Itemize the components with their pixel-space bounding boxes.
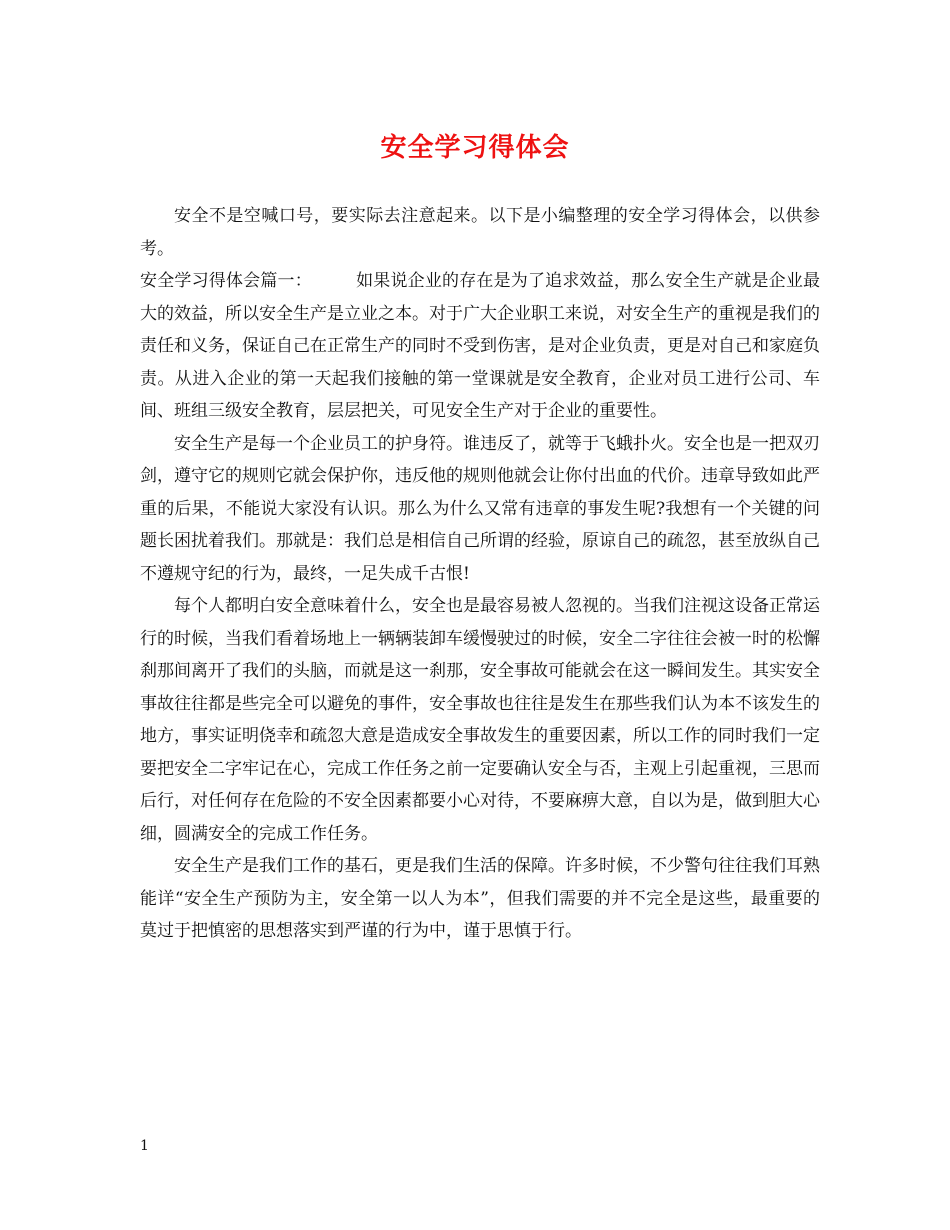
paragraph-4: 安全生产是我们工作的基石，更是我们生活的保障。许多时候，不少警句往往我们耳熟能详“安全生产预防为主，安全第一以人为本”，但我们需要的并不完全是这些，最重要的莫过于把慎密的思想落实到严谨的行为中，谨于思慎于行。 — [140, 856, 820, 941]
page-number: 1 — [140, 1138, 149, 1154]
paragraph-1-text: 如果说企业的存在是为了追求效益，那么安全生产就是企业最大的效益，所以安全生产是立业之本。对于广大企业职工来说，对安全生产的重视是我们的责任和义务，保证自己在正常生产的同时不受到伤害，是对企业负责，更是对自己和家庭负责。从进入企业的第一天起我们接触的第一堂课就是安全教育，企业对员工进行公司、车间、班组三级安全教育，层层把关，可见安全生产对于企业的重要性。 — [140, 271, 821, 421]
intro-paragraph: 安全不是空喊口号，要实际去注意起来。以下是小编整理的安全学习得体会，以供参考。 — [140, 206, 820, 259]
document-title: 安全学习得体会 — [380, 133, 570, 163]
section-label: 安全学习得体会篇一： — [140, 271, 312, 291]
paragraph-2: 安全生产是每一个企业员工的护身符。谁违反了，就等于飞蛾扑火。安全也是一把双刃剑，遵守它的规则它就会保护你，违反他的规则他就会让你付出血的代价。违章导致如此严重的后果，不能说大家没有认识。那么为什么又常有违章的事发生呢?我想有一个关键的问题长困扰着我们。那就是：我们总是相信自己所谓的经验，原谅自己的疏忽，甚至放纵自己不遵规守纪的行为，最终，一足失成千古恨! — [140, 433, 820, 584]
section-paragraph-1 — [140, 265, 820, 428]
document-body — [140, 200, 820, 948]
paragraph-3: 每个人都明白安全意味着什么，安全也是最容易被人忽视的。当我们注视这设备正常运行的时候，当我们看着场地上一辆辆装卸车缓慢驶过的时候，安全二字往往会被一时的松懈刹那间离开了我们的头脑，而就是这一刹那，安全事故可能就会在这一瞬间发生。其实安全事故往往都是些完全可以避免的事件，安全事故也往往是发生在那些我们认为本不该发生的地方，事实证明侥幸和疏忽大意是造成安全事故发生的重要因素，所以工作的同时我们一定要把安全二字牢记在心，完成工作任务之前一定要确认安全与否，主观上引起重视，三思而后行，对任何存在危险的不安全因素都要小心对待，不要麻痹大意，自以为是，做到胆大心细，圆满安全的完成工作任务。 — [140, 596, 820, 844]
